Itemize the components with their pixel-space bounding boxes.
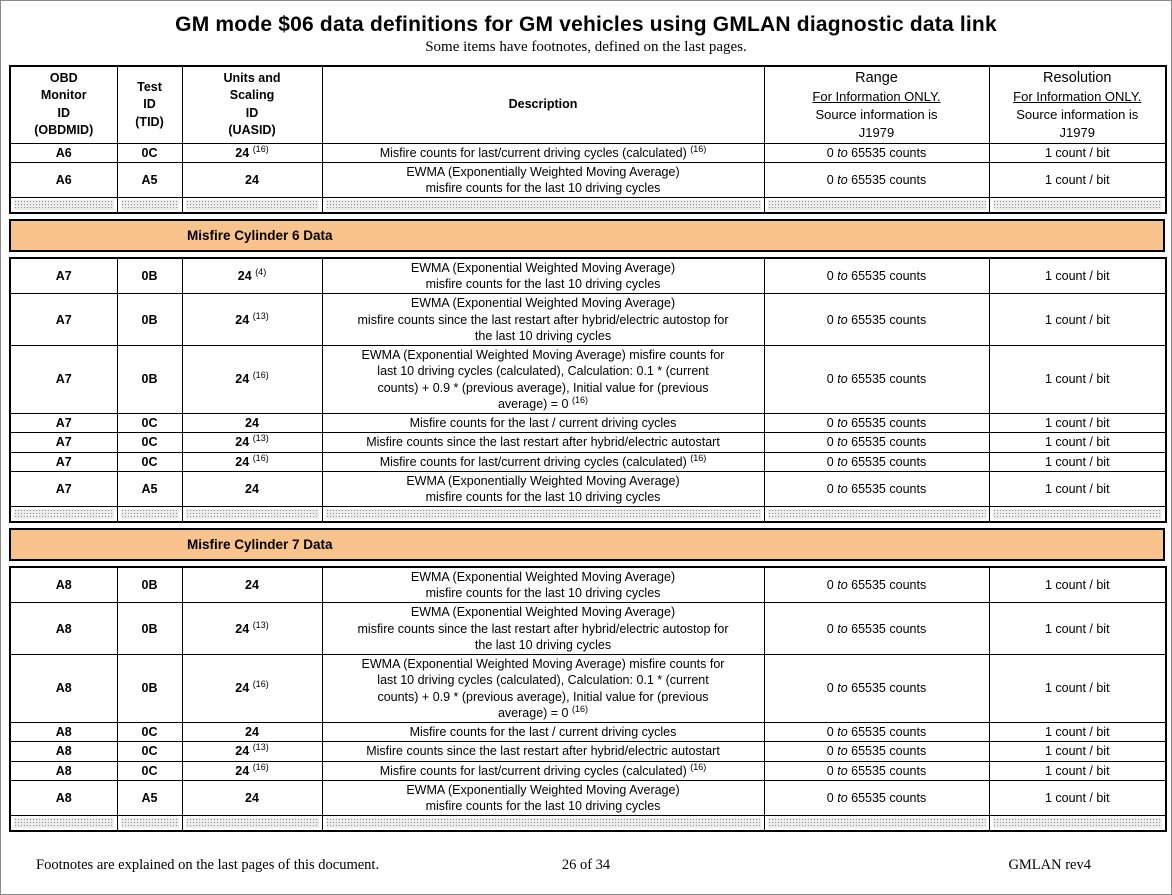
footnote-ref: (16) [252, 679, 269, 690]
table-row [10, 294, 1166, 346]
section-header-bar [9, 528, 1165, 561]
range-to-italic: to [837, 435, 848, 450]
range-to-italic: to [837, 454, 848, 469]
range-to-italic: to [837, 372, 848, 387]
tid-cell: 0C [117, 414, 182, 433]
range-cell: 0 to 65535 counts [764, 761, 989, 780]
obdmid-cell: A7 [10, 414, 117, 433]
range-cell: 0 to 65535 counts [764, 433, 989, 452]
header-line: Description [508, 97, 578, 112]
uasid-cell: 24 [182, 471, 322, 507]
range-cell: 0 to 65535 counts [764, 780, 989, 816]
obdmid-cell: A7 [10, 452, 117, 471]
tid-cell: A5 [117, 162, 182, 198]
description-line: EWMA (Exponential Weighted Moving Average) [410, 260, 676, 275]
uasid-cell: 24 $^{(16)}$ [182, 761, 322, 780]
header-line: ID [57, 105, 70, 120]
description-cell [322, 761, 764, 780]
resolution-cell: 1 count / bit [989, 723, 1166, 742]
column-header-uasid [182, 66, 322, 143]
table-row [10, 162, 1166, 198]
definitions-table-area [9, 65, 1163, 832]
range-cell: 0 to 65535 counts [764, 294, 989, 346]
tid-cell: 0C [117, 143, 182, 162]
description-line: misfire counts since the last restart after hybrid/electric autostop for [357, 621, 729, 636]
hatch-pattern [121, 818, 179, 828]
table-row [10, 433, 1166, 452]
header-line: ID [245, 105, 259, 120]
footnote-ref: (16) [572, 703, 589, 714]
range-to-italic: to [837, 790, 848, 805]
spacer-cell [10, 816, 117, 831]
tid-cell: 0B [117, 603, 182, 655]
description-line: last 10 driving cycles (calculated), Calculation: 0.1 * (current [377, 673, 709, 688]
tid-cell: 0B [117, 294, 182, 346]
footnote-ref: (16) [690, 452, 707, 463]
uasid-cell: 24 $^{(4)}$ [182, 258, 322, 294]
obdmid-cell: A8 [10, 567, 117, 603]
description-line: misfire counts since the last restart after hybrid/electric autostop for [357, 312, 729, 327]
spacer-cell [322, 816, 764, 831]
column-header-obdmid [10, 66, 117, 143]
table-row [10, 655, 1166, 723]
description-line: misfire counts for the last 10 driving cycles [425, 490, 661, 505]
description-line: Misfire counts since the last restart after hybrid/electric autostart [366, 744, 720, 759]
description-line: the last 10 driving cycles [474, 328, 612, 343]
range-cell: 0 to 65535 counts [764, 143, 989, 162]
obdmid-cell: A8 [10, 655, 117, 723]
description-line: EWMA (Exponentially Weighted Moving Average) [406, 473, 680, 488]
header-line: ID [143, 97, 156, 112]
resolution-cell: 1 count / bit [989, 761, 1166, 780]
uasid-cell: 24 $^{(13)}$ [182, 603, 322, 655]
header-source-line: J1979 [858, 125, 895, 141]
column-header-tid [117, 66, 182, 143]
hatch-pattern [768, 818, 986, 828]
spacer-cell [182, 198, 322, 213]
tid-cell: 0B [117, 655, 182, 723]
header-source-line: Source information is [815, 107, 938, 123]
uasid-cell: 24 $^{(13)}$ [182, 433, 322, 452]
range-cell: 0 to 65535 counts [764, 162, 989, 198]
description-cell [322, 452, 764, 471]
footnote-ref: (16) [690, 761, 707, 772]
range-to-italic: to [837, 172, 848, 187]
footnote-ref: (13) [252, 742, 269, 753]
hatch-pattern [326, 200, 761, 210]
spacer-cell [10, 507, 117, 522]
resolution-cell: 1 count / bit [989, 414, 1166, 433]
page-footer [1, 857, 1171, 877]
footer-doc-id: GMLAN rev4 [1008, 856, 1091, 873]
spacer-cell [764, 816, 989, 831]
obdmid-cell: A7 [10, 258, 117, 294]
table-row [10, 258, 1166, 294]
description-line: the last 10 driving cycles [474, 637, 612, 652]
description-cell [322, 603, 764, 655]
spacer-row [10, 816, 1166, 831]
description-line: EWMA (Exponential Weighted Moving Average) [410, 296, 676, 311]
description-line: misfire counts for the last 10 driving cycles [425, 277, 661, 292]
spacer-cell [182, 507, 322, 522]
range-to-italic: to [837, 725, 848, 740]
range-to-italic: to [837, 577, 848, 592]
section-header-bar [9, 219, 1165, 252]
range-to-italic: to [837, 744, 848, 759]
table-row [10, 780, 1166, 816]
spacer-cell [322, 198, 764, 213]
description-line: EWMA (Exponential Weighted Moving Average) [410, 605, 676, 620]
page-title: GM mode $06 data definitions for GM vehicles using GMLAN diagnostic data link [175, 13, 997, 36]
tid-cell: 0B [117, 567, 182, 603]
description-line: misfire counts for the last 10 driving cycles [425, 586, 661, 601]
resolution-cell: 1 count / bit [989, 162, 1166, 198]
header-line: Monitor [40, 88, 87, 103]
description-cell [322, 258, 764, 294]
range-cell: 0 to 65535 counts [764, 471, 989, 507]
header-info-note: For Information ONLY. [812, 89, 941, 105]
table-row [10, 742, 1166, 761]
description-line: Misfire counts since the last restart after hybrid/electric autostart [366, 435, 720, 450]
resolution-cell: 1 count / bit [989, 603, 1166, 655]
uasid-cell: 24 [182, 162, 322, 198]
resolution-cell: 1 count / bit [989, 346, 1166, 414]
hatch-pattern [768, 509, 986, 519]
obdmid-cell: A7 [10, 471, 117, 507]
footnote-ref: (16) [572, 394, 589, 405]
header-line: Units and [223, 70, 281, 85]
range-cell: 0 to 65535 counts [764, 655, 989, 723]
header-title: Resolution [1042, 70, 1112, 86]
resolution-cell: 1 count / bit [989, 294, 1166, 346]
range-cell: 0 to 65535 counts [764, 723, 989, 742]
table-row [10, 723, 1166, 742]
description-cell [322, 567, 764, 603]
resolution-cell: 1 count / bit [989, 567, 1166, 603]
table-header-row [10, 66, 1166, 143]
hatch-pattern [121, 509, 179, 519]
tid-cell: A5 [117, 780, 182, 816]
resolution-cell: 1 count / bit [989, 471, 1166, 507]
table-row [10, 414, 1166, 433]
range-cell: 0 to 65535 counts [764, 346, 989, 414]
hatch-pattern [768, 200, 986, 210]
description-line: EWMA (Exponentially Weighted Moving Average) [406, 164, 680, 179]
header-line: Test [137, 79, 162, 94]
description-cell [322, 162, 764, 198]
header-line: Scaling [229, 88, 275, 103]
range-cell: 0 to 65535 counts [764, 603, 989, 655]
footnote-ref: (13) [252, 619, 269, 630]
footnote-ref: (4) [255, 266, 267, 277]
obdmid-cell: A7 [10, 346, 117, 414]
hatch-pattern [186, 818, 319, 828]
data-table [9, 257, 1167, 523]
description-line: Misfire counts for last/current driving cycles (calculated) $^{(16)}$ [379, 761, 707, 778]
section-title: Misfire Cylinder 6 Data [187, 227, 333, 243]
header-line: OBD [49, 70, 78, 85]
footnote-ref: (16) [252, 370, 269, 381]
description-cell [322, 742, 764, 761]
table-row [10, 471, 1166, 507]
resolution-cell: 1 count / bit [989, 143, 1166, 162]
description-cell [322, 143, 764, 162]
data-table [9, 566, 1167, 832]
hatch-pattern [14, 818, 114, 828]
footer-footnote-text: Footnotes are explained on the last pages of this document. [36, 856, 380, 873]
footnote-ref: (13) [252, 310, 269, 321]
footnote-ref: (16) [252, 143, 269, 154]
description-line: EWMA (Exponential Weighted Moving Average) [410, 569, 676, 584]
range-to-italic: to [837, 481, 848, 496]
hatch-pattern [186, 200, 319, 210]
range-to-italic: to [837, 416, 848, 431]
obdmid-cell: A8 [10, 742, 117, 761]
spacer-cell [117, 198, 182, 213]
range-to-italic: to [837, 268, 848, 283]
table-row [10, 452, 1166, 471]
range-to-italic: to [837, 145, 848, 160]
resolution-cell: 1 count / bit [989, 433, 1166, 452]
description-cell [322, 294, 764, 346]
hatch-pattern [326, 509, 761, 519]
obdmid-cell: A6 [10, 143, 117, 162]
hatch-pattern [186, 509, 319, 519]
footnote-ref: (16) [252, 452, 269, 463]
resolution-cell: 1 count / bit [989, 780, 1166, 816]
data-table [9, 65, 1167, 214]
spacer-cell [117, 507, 182, 522]
resolution-cell: 1 count / bit [989, 655, 1166, 723]
description-line: misfire counts for the last 10 driving cycles [425, 799, 661, 814]
spacer-row [10, 507, 1166, 522]
header-source-line: Source information is [1016, 107, 1139, 123]
description-cell [322, 655, 764, 723]
tid-cell: 0C [117, 742, 182, 761]
spacer-cell [764, 198, 989, 213]
footnote-ref: (16) [252, 761, 269, 772]
hatch-pattern [993, 200, 1163, 210]
uasid-cell: 24 [182, 723, 322, 742]
footnote-ref: (13) [252, 433, 269, 444]
tid-cell: 0B [117, 346, 182, 414]
tid-cell: 0C [117, 723, 182, 742]
description-cell [322, 433, 764, 452]
obdmid-cell: A8 [10, 723, 117, 742]
uasid-cell: 24 $^{(13)}$ [182, 742, 322, 761]
uasid-cell: 24 $^{(16)}$ [182, 346, 322, 414]
table-row [10, 603, 1166, 655]
range-to-italic: to [837, 621, 848, 636]
footnote-ref: (16) [690, 143, 707, 154]
uasid-cell: 24 [182, 414, 322, 433]
description-line: counts) + 0.9 * (previous average), Initial value for (previous [377, 380, 709, 395]
uasid-cell: 24 [182, 567, 322, 603]
description-line: average) = 0 $^{(16)}$ [497, 394, 589, 411]
header-line: (UASID) [228, 123, 276, 138]
spacer-cell [989, 816, 1166, 831]
description-line: EWMA (Exponential Weighted Moving Average) misfire counts for [361, 657, 725, 672]
spacer-cell [117, 816, 182, 831]
spacer-cell [764, 507, 989, 522]
hatch-pattern [121, 200, 179, 210]
obdmid-cell: A8 [10, 603, 117, 655]
tid-cell: 0C [117, 433, 182, 452]
range-cell: 0 to 65535 counts [764, 258, 989, 294]
description-cell [322, 346, 764, 414]
hatch-pattern [326, 818, 761, 828]
description-cell [322, 780, 764, 816]
spacer-cell [989, 507, 1166, 522]
column-header-range [764, 66, 989, 143]
section-title: Misfire Cylinder 7 Data [187, 536, 333, 552]
page-subtitle: Some items have footnotes, defined on the last pages. [425, 39, 747, 55]
description-line: last 10 driving cycles (calculated), Calculation: 0.1 * (current [377, 364, 709, 379]
uasid-cell: 24 [182, 780, 322, 816]
column-header-description [322, 66, 764, 143]
table-row [10, 567, 1166, 603]
range-cell: 0 to 65535 counts [764, 414, 989, 433]
range-to-italic: to [837, 681, 848, 696]
range-cell: 0 to 65535 counts [764, 567, 989, 603]
spacer-cell [182, 816, 322, 831]
tid-cell: 0C [117, 452, 182, 471]
description-line: counts) + 0.9 * (previous average), Initial value for (previous [377, 689, 709, 704]
header-info-note: For Information ONLY. [1013, 89, 1142, 105]
description-line: Misfire counts for the last / current driving cycles [409, 416, 677, 431]
description-line: misfire counts for the last 10 driving cycles [425, 181, 661, 196]
table-row [10, 143, 1166, 162]
tid-cell: A5 [117, 471, 182, 507]
resolution-cell: 1 count / bit [989, 742, 1166, 761]
hatch-pattern [993, 818, 1163, 828]
uasid-cell: 24 $^{(16)}$ [182, 655, 322, 723]
obdmid-cell: A8 [10, 761, 117, 780]
description-line: Misfire counts for last/current driving cycles (calculated) $^{(16)}$ [379, 452, 707, 469]
spacer-cell [989, 198, 1166, 213]
header-title: Range [855, 70, 898, 86]
spacer-cell [10, 198, 117, 213]
header-line: (TID) [135, 114, 164, 129]
resolution-cell: 1 count / bit [989, 258, 1166, 294]
description-cell [322, 414, 764, 433]
hatch-pattern [14, 509, 114, 519]
description-cell [322, 471, 764, 507]
description-line: EWMA (Exponential Weighted Moving Average) misfire counts for [361, 348, 725, 363]
description-cell [322, 723, 764, 742]
uasid-cell: 24 $^{(16)}$ [182, 452, 322, 471]
header-line: (OBDMID) [34, 123, 94, 138]
column-header-resolution [989, 66, 1166, 143]
table-row [10, 346, 1166, 414]
description-line: average) = 0 $^{(16)}$ [497, 703, 589, 720]
table-row [10, 761, 1166, 780]
range-to-italic: to [837, 312, 848, 327]
hatch-pattern [993, 509, 1163, 519]
obdmid-cell: A7 [10, 433, 117, 452]
obdmid-cell: A8 [10, 780, 117, 816]
range-to-italic: to [837, 763, 848, 778]
uasid-cell: 24 $^{(16)}$ [182, 143, 322, 162]
range-cell: 0 to 65535 counts [764, 742, 989, 761]
tid-cell: 0B [117, 258, 182, 294]
header-source-line: J1979 [1059, 125, 1095, 141]
spacer-row [10, 198, 1166, 213]
range-cell: 0 to 65535 counts [764, 452, 989, 471]
description-line: Misfire counts for last/current driving cycles (calculated) $^{(16)}$ [379, 143, 707, 160]
description-line: Misfire counts for the last / current driving cycles [409, 725, 677, 740]
spacer-cell [322, 507, 764, 522]
footer-page-number: 26 of 34 [561, 856, 611, 873]
resolution-cell: 1 count / bit [989, 452, 1166, 471]
obdmid-cell: A6 [10, 162, 117, 198]
obdmid-cell: A7 [10, 294, 117, 346]
hatch-pattern [14, 200, 114, 210]
uasid-cell: 24 $^{(13)}$ [182, 294, 322, 346]
tid-cell: 0C [117, 761, 182, 780]
description-line: EWMA (Exponentially Weighted Moving Average) [406, 782, 680, 797]
